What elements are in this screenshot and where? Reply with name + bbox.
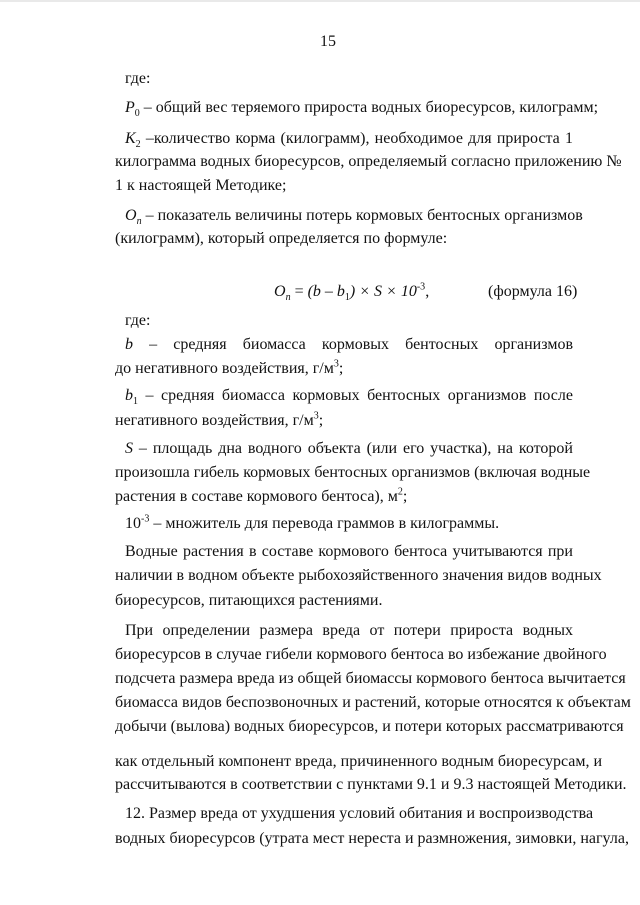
definition-b: b – средняя биомасса кормовых бентосных организмов bbox=[125, 336, 573, 353]
paragraph-line: Водные растения в составе кормового бентоса учитываются при bbox=[125, 543, 573, 560]
definition-p0: $P_0$ – общий вес теряемого прироста водных биоресурсов, килограмм; bbox=[125, 99, 599, 120]
text-line: до негативного воздействия, $г/м^3$; bbox=[115, 358, 344, 377]
paragraph-line: наличии в водном объекте рыбохозяйственного значения видов водных bbox=[115, 567, 602, 584]
definition-multiplier: $10^{-3}$ – множитель для перевода граммов в килограммы. bbox=[125, 513, 500, 532]
paragraph-line: подсчета размера вреда из общей биомассы кормового бентоса вычитается bbox=[115, 670, 626, 687]
var-b: b bbox=[125, 336, 133, 353]
var-k2: K bbox=[125, 130, 136, 147]
paragraph-line: биоресурсов, питающихся растениями. bbox=[115, 592, 383, 609]
formula-16: $O_п = (b - b_1) \times S \times 10^{-3}$, bbox=[274, 281, 430, 304]
paragraph-line: биоресурсов в случае гибели кормового бентоса во избежание двойного bbox=[115, 646, 607, 663]
where-label: где: bbox=[125, 70, 151, 87]
page-number: 15 bbox=[320, 33, 336, 50]
definition-s: S – площадь дна водного объекта (или его участка), на которой bbox=[125, 440, 573, 457]
formula-label: (формула 16) bbox=[488, 283, 578, 300]
text-line: негативного воздействия, $г/м^3$; bbox=[115, 410, 324, 429]
paragraph-line: рассчитываются в соответствии с пунктами 9.1 и 9.3 настоящей Методики. bbox=[115, 776, 627, 793]
var-p0: P bbox=[125, 99, 135, 116]
definition-b1: $b_1$ – средняя биомасса кормовых бентосных организмов после bbox=[125, 387, 573, 408]
definition-on: $O_п$ – показатель величины потерь кормовых бентосных организмов bbox=[125, 207, 583, 228]
top-edge-line bbox=[0, 0, 640, 2]
paragraph-line: водных биоресурсов (утрата мест нереста и размножения, зимовки, нагула, bbox=[115, 830, 629, 847]
definition-k2: $K_2$ –количество корма (килограмм), необходимое для прироста 1 bbox=[125, 130, 573, 151]
text-line: килограмма водных биоресурсов, определяемый согласно приложению № bbox=[115, 153, 622, 170]
var-on: O bbox=[125, 207, 137, 224]
text-line: произошла гибель кормовых бентосных организмов (включая водные bbox=[115, 464, 591, 481]
where-label-2: где: bbox=[125, 312, 151, 329]
paragraph-line: При определении размера вреда от потери прироста водных bbox=[125, 622, 573, 639]
var-s: S bbox=[125, 440, 133, 457]
paragraph-line: 12. Размер вреда от ухудшения условий обитания и воспроизводства bbox=[125, 805, 594, 822]
var-b1: b bbox=[125, 387, 133, 404]
paragraph-line: как отдельный компонент вреда, причиненного водным биоресурсам, и bbox=[115, 753, 603, 770]
text-line: 1 к настоящей Методике; bbox=[115, 177, 287, 194]
text-line: растения в составе кормового бентоса), $м^2$; bbox=[115, 486, 408, 505]
text-line: (килограмм), который определяется по формуле: bbox=[115, 230, 448, 247]
paragraph-line: добычи (вылова) водных биоресурсов, и потери которых рассматриваются bbox=[115, 718, 624, 735]
paragraph-line: биомасса видов беспозвоночных и растений, которые относятся к объектам bbox=[115, 694, 631, 711]
